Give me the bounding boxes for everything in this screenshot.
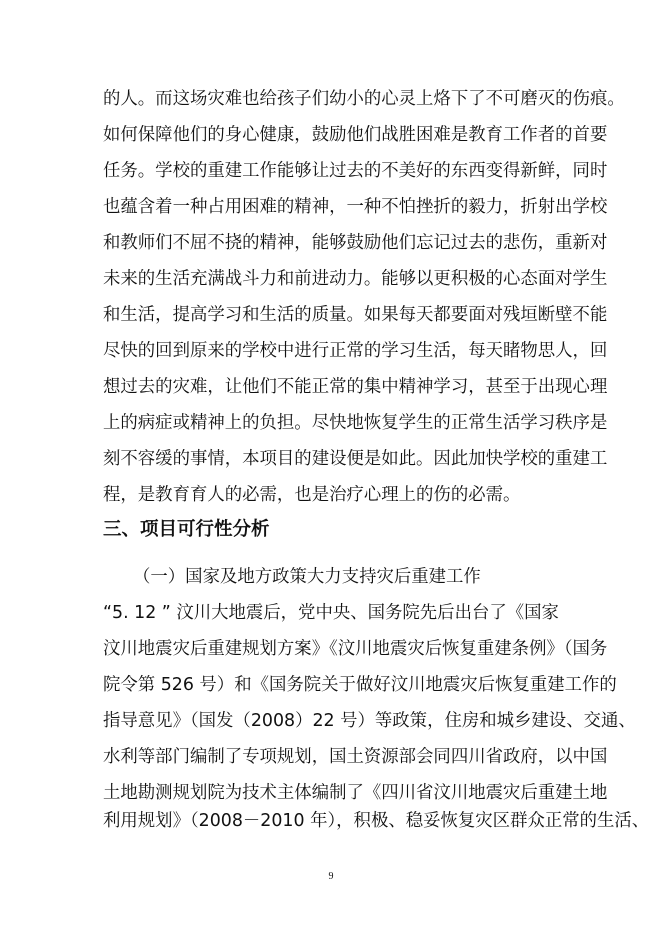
paragraph1-line-6: 未来的生活充满战斗力和前进动力。能够以更积极的心态面对学生 [103, 269, 608, 289]
paragraph1-line-2: 如何保障他们的身心健康，鼓励他们战胜困难是教育工作者的首要 [103, 125, 608, 145]
paragraph1-line-9: 想过去的灾难，让他们不能正常的集中精神学习，甚至于出现心理 [103, 377, 608, 397]
paragraph1-line-5: 和教师们不屈不挠的精神，能够鼓励他们忘记过去的悲伤，重新对 [103, 233, 608, 253]
paragraph1-line-12: 程，是教育育人的必需，也是治疗心理上的伤的必需。 [103, 485, 521, 505]
paragraph2-line-3: 院令第 526 号）和《国务院关于做好汶川地震灾后恢复重建工作的 [103, 675, 617, 695]
subsection-heading: （一）国家及地方政策大力支持灾后重建工作 [133, 567, 481, 587]
paragraph1-line-7: 和生活，提高学习和生活的质量。如果每天都要面对残垣断壁不能 [103, 305, 608, 325]
paragraph1-line-10: 上的病症或精神上的负担。尽快地恢复学生的正常生活学习秩序是 [103, 413, 608, 433]
paragraph1-line-3: 任务。学校的重建工作能够让过去的不美好的东西变得新鲜，同时 [103, 161, 608, 181]
paragraph2-line-6: 土地勘测规划院为技术主体编制了《四川省汶川地震灾后重建土地 [103, 783, 608, 803]
paragraph1-line-11: 刻不容缓的事情，本项目的建设便是如此。因此加快学校的重建工 [103, 449, 608, 469]
paragraph2-line-5: 水利等部门编制了专项规划，国土资源部会同四川省政府，以中国 [103, 747, 608, 767]
paragraph2-line-1: “5. 12 ” 汶川大地震后，党中央、国务院先后出台了《国家 [103, 603, 559, 623]
page-number: 9 [328, 871, 334, 882]
paragraph1-line-1: 的人。而这场灾难也给孩子们幼小的心灵上烙下了不可磨灭的伤痕。 [103, 89, 625, 109]
paragraph2-line-7: 利用规划》（2008－2010 年），积极、稳妥恢复灾区群众正常的生活、 [103, 811, 650, 831]
paragraph1-line-8: 尽快的回到原来的学校中进行正常的学习生活，每天睹物思人，回 [103, 341, 608, 361]
section-heading: 三、项目可行性分析 [103, 519, 270, 540]
paragraph1-line-4: 也蕴含着一种占用困难的精神，一种不怕挫折的毅力，折射出学校 [103, 197, 608, 217]
paragraph2-line-2: 汶川地震灾后重建规划方案》《汶川地震灾后恢复重建条例》（国务 [103, 639, 608, 659]
paragraph2-line-4: 指导意见》（国发（2008）22 号）等政策，住房和城乡建设、交通、 [103, 711, 636, 731]
